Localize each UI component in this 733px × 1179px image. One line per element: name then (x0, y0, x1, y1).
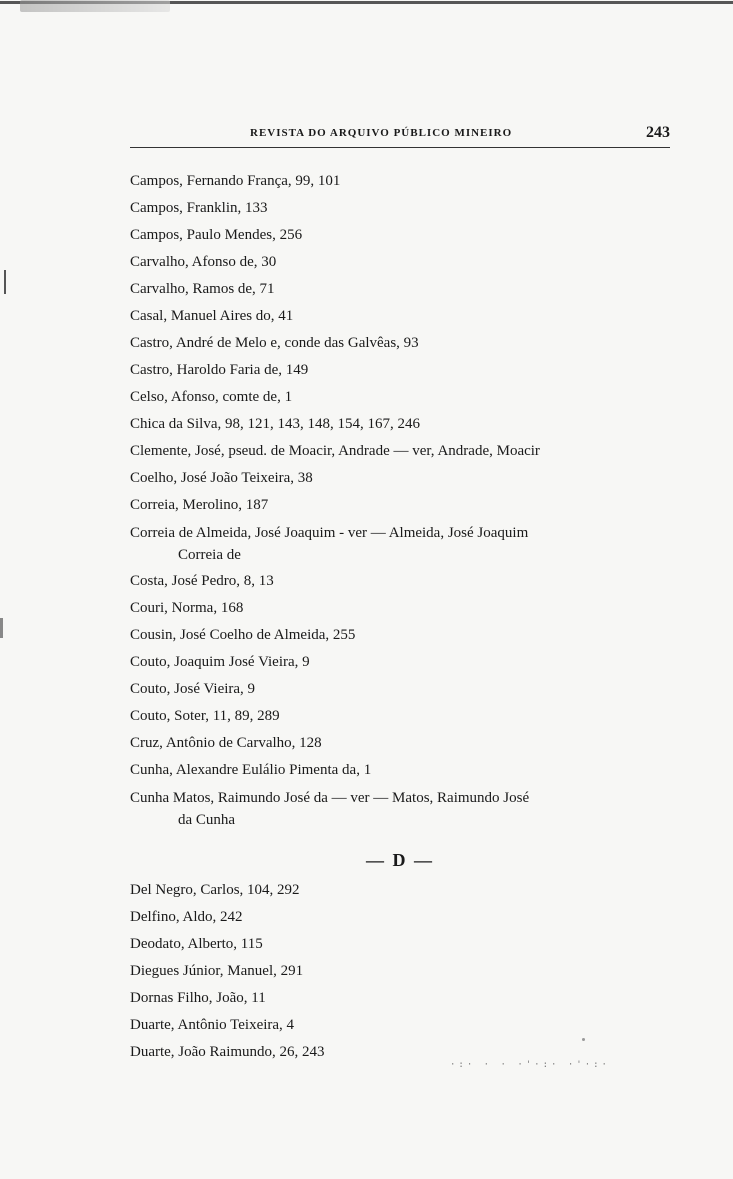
header-rule (130, 147, 670, 148)
entry-line: Cunha Matos, Raimundo José da — ver — Matos, Raimundo José (130, 790, 530, 806)
running-header (130, 124, 670, 148)
index-entry: Correia, Merolino, 187 (130, 497, 269, 513)
index-entry: Campos, Franklin, 133 (130, 200, 268, 216)
scan-top-edge (0, 0, 733, 6)
index-entry: Diegues Júnior, Manuel, 291 (130, 963, 304, 979)
scan-speck (582, 1038, 585, 1041)
index-entry: Delfino, Aldo, 242 (130, 909, 243, 925)
index-entry: Carvalho, Ramos de, 71 (130, 281, 275, 297)
index-entry: Celso, Afonso, comte de, 1 (130, 389, 293, 405)
index-entry: Dornas Filho, João, 11 (130, 990, 266, 1006)
entry-continuation: da Cunha (178, 812, 236, 828)
index-entry: Chica da Silva, 98, 121, 143, 148, 154, 167, 246 (130, 416, 420, 432)
index-list (130, 168, 670, 1066)
index-entry: Deodato, Alberto, 115 (130, 936, 263, 952)
index-entry: Couri, Norma, 168 (130, 600, 244, 616)
page-number: 243 (646, 124, 670, 141)
index-entry: Campos, Fernando França, 99, 101 (130, 173, 341, 189)
entry-continuation: Correia de (178, 547, 241, 563)
index-entry: Campos, Paulo Mendes, 256 (130, 227, 303, 243)
index-entry: Duarte, João Raimundo, 26, 243 (130, 1044, 325, 1060)
index-entry: Castro, Haroldo Faria de, 149 (130, 362, 309, 378)
index-entry: Castro, André de Melo e, conde das Galvêas, 93 (130, 335, 419, 351)
index-entry: Coelho, José João Teixeira, 38 (130, 470, 313, 486)
entry-line: Correia de Almeida, José Joaquim - ver — Almeida, José Joaquim (130, 525, 529, 541)
index-entry: Couto, José Vieira, 9 (130, 681, 256, 697)
section-heading-d: — D — (366, 850, 434, 870)
index-entry: Carvalho, Afonso de, 30 (130, 254, 277, 270)
index-entry: Clemente, José, pseud. de Moacir, Andrade — ver, Andrade, Moacir (130, 443, 540, 459)
margin-mark (0, 618, 3, 638)
index-entry-multiline (130, 784, 670, 833)
index-entry: Cunha, Alexandre Eulálio Pimenta da, 1 (130, 762, 372, 778)
index-entry: Cousin, José Coelho de Almeida, 255 (130, 627, 356, 643)
index-entry: Del Negro, Carlos, 104, 292 (130, 882, 300, 898)
index-entry: Duarte, Antônio Teixeira, 4 (130, 1017, 295, 1033)
index-entry: Couto, Joaquim José Vieira, 9 (130, 654, 310, 670)
margin-mark (4, 270, 6, 294)
index-entry-multiline (130, 519, 670, 568)
scan-noise: ·:· · · ·'·:· ·'·:· (450, 1060, 610, 1070)
index-entry: Costa, José Pedro, 8, 13 (130, 573, 274, 589)
journal-title: REVISTA DO ARQUIVO PÚBLICO MINEIRO (250, 127, 513, 139)
index-entry: Couto, Soter, 11, 89, 289 (130, 708, 280, 724)
scan-smudge (20, 0, 170, 12)
index-entry: Cruz, Antônio de Carvalho, 128 (130, 735, 322, 751)
index-entry: Casal, Manuel Aires do, 41 (130, 308, 294, 324)
